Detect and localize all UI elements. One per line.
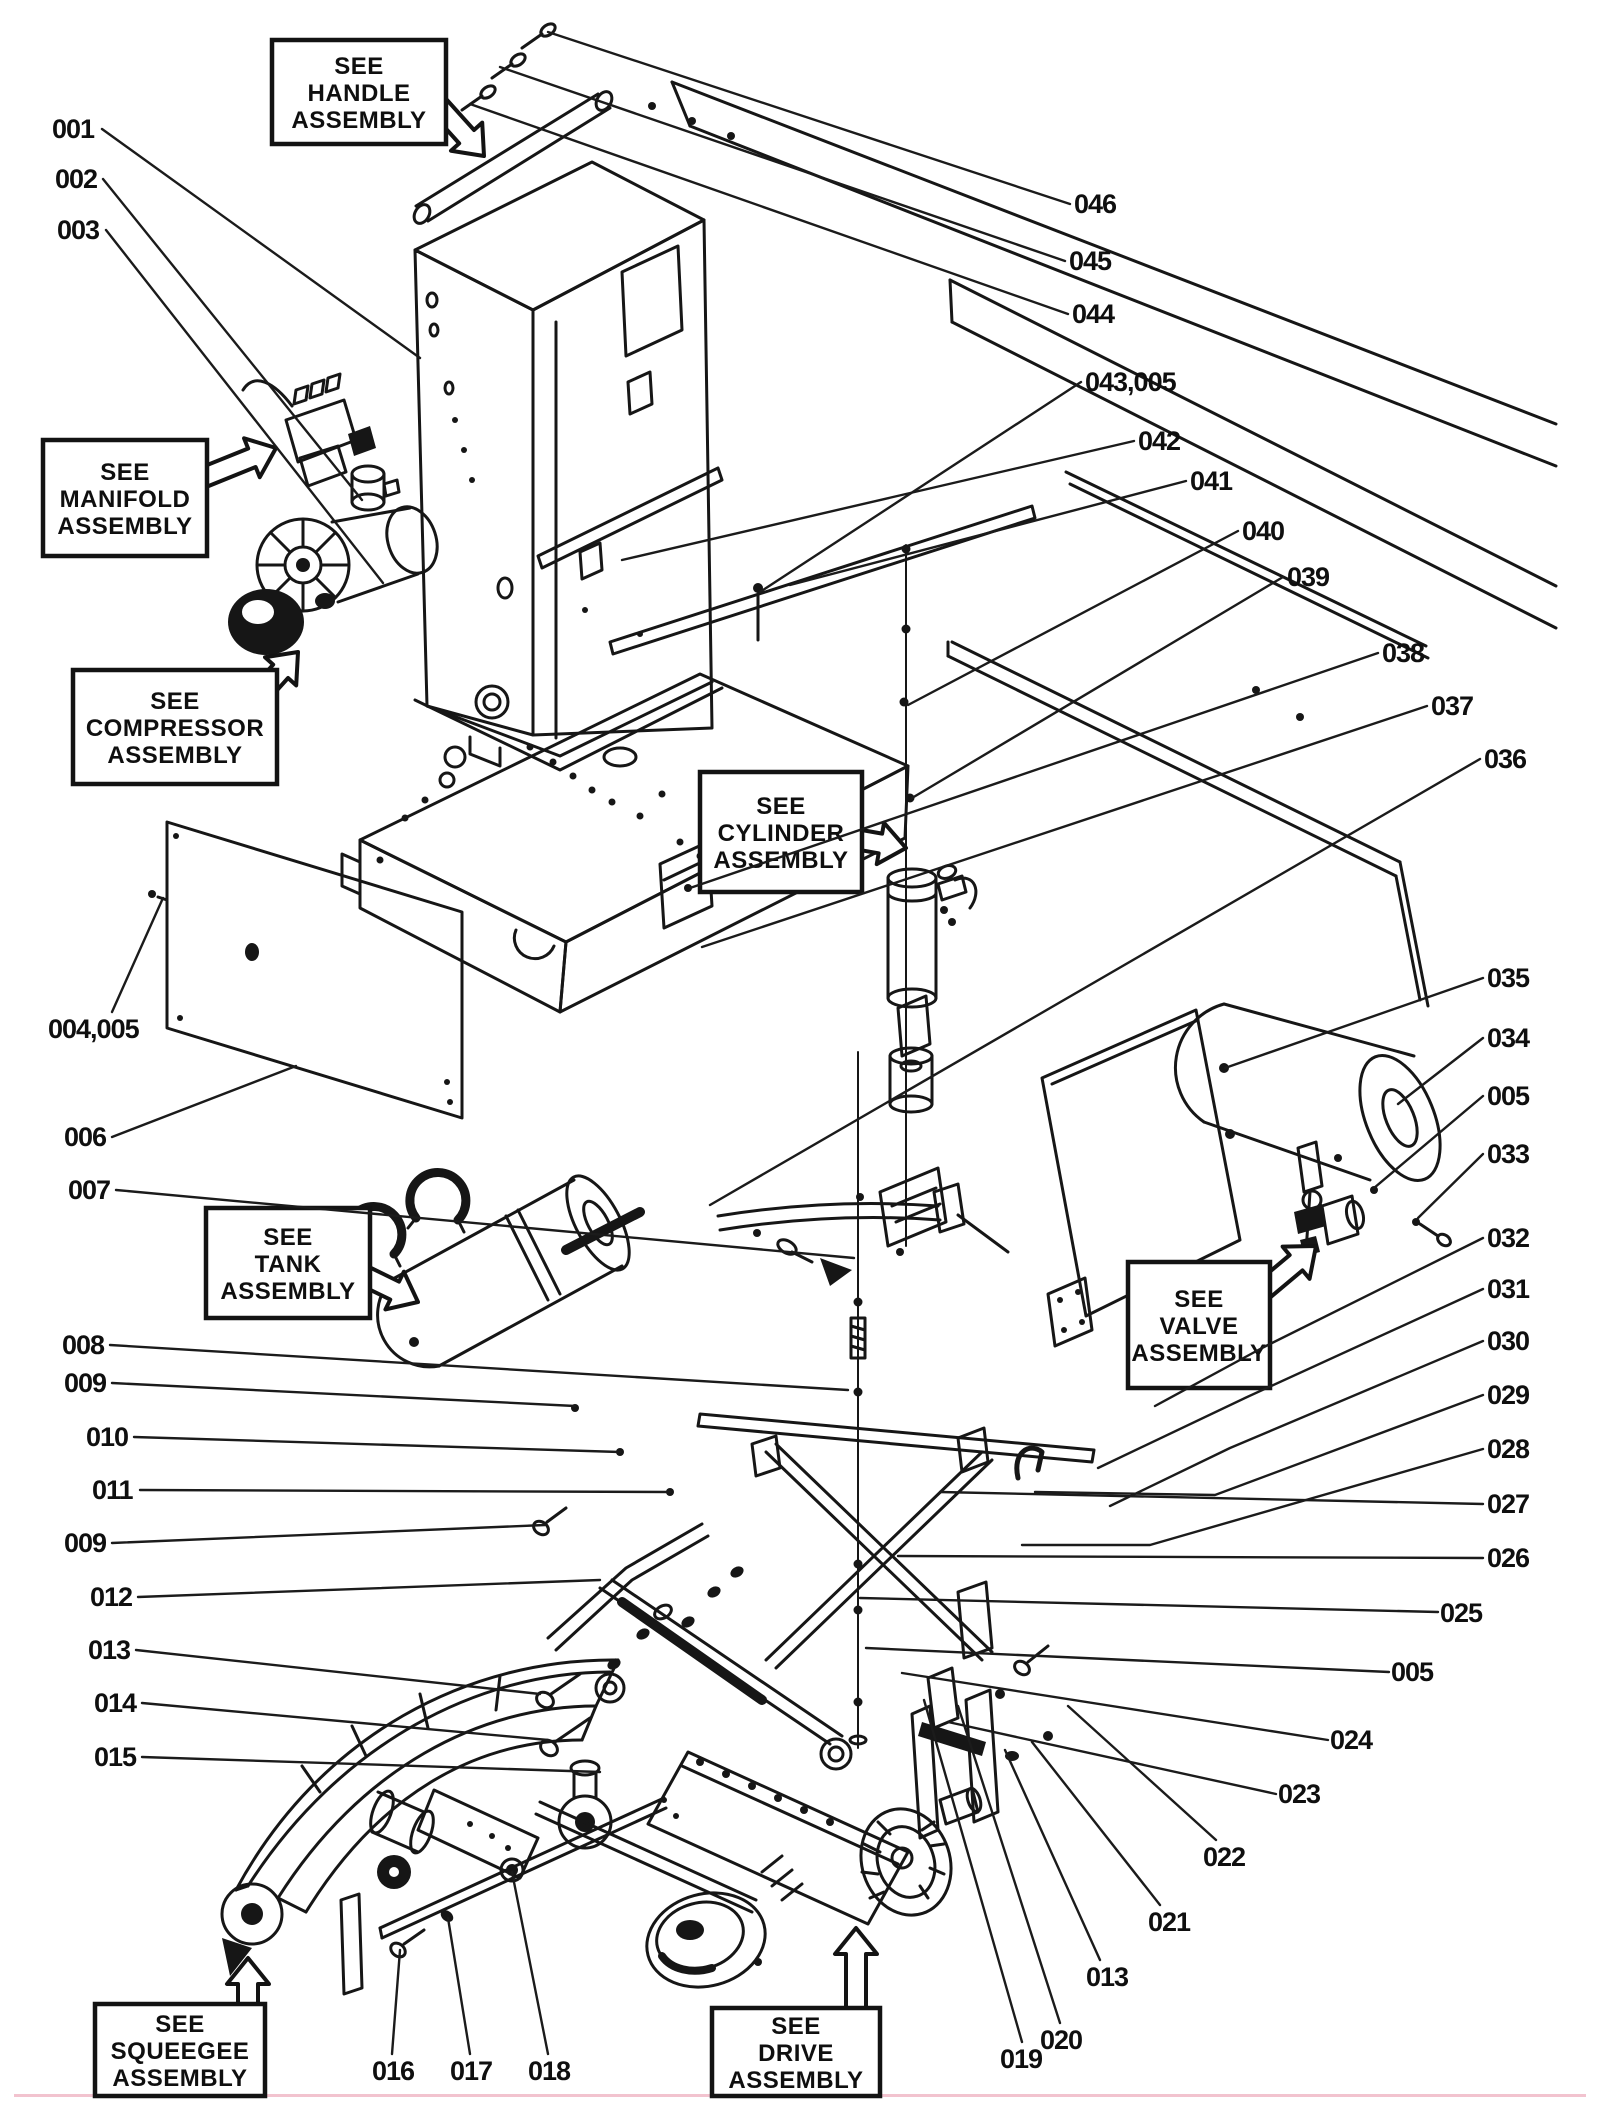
callout-leader-008-6 [110, 1345, 848, 1390]
callout-label-025-26: 025 [1440, 1598, 1483, 1628]
callout-label-037-39: 037 [1431, 691, 1474, 721]
callout-label-017-16: 017 [450, 2056, 493, 2086]
callout-label-016-15: 016 [372, 2056, 415, 2086]
machine-line-art [14, 21, 1586, 2097]
callout-label-009-10: 009 [64, 1528, 107, 1558]
callout-leader-005-25 [866, 1648, 1389, 1672]
callout-leader-022-22 [1068, 1706, 1216, 1840]
callout-label-007-5: 007 [68, 1175, 111, 1205]
callout-label-008-6: 008 [62, 1330, 105, 1360]
assembly-box-manifold [43, 440, 207, 556]
callout-label-005-35: 005 [1487, 1081, 1530, 1111]
callout-leader-042-44 [622, 441, 1134, 560]
callout-leader-014-13 [142, 1703, 548, 1740]
assembly-box-handle [272, 40, 446, 144]
callout-label-020-19: 020 [1040, 2025, 1083, 2055]
assembly-box-line-squeegee-2: ASSEMBLY [112, 2065, 248, 2092]
callout-label-042-44: 042 [1138, 426, 1181, 456]
assembly-box-line-valve-2: ASSEMBLY [1131, 1340, 1267, 1367]
callout-leader-005-35 [1374, 1096, 1483, 1188]
assembly-box-line-manifold-2: ASSEMBLY [57, 513, 193, 540]
callout-leader-001-0 [102, 129, 420, 358]
callout-label-034-36: 034 [1487, 1023, 1530, 1053]
callout-leader-029-30 [1035, 1395, 1483, 1495]
callout-label-003-2: 003 [57, 215, 100, 245]
assembly-box-line-tank-0: SEE [263, 1224, 313, 1251]
assembly-box-line-compressor-2: ASSEMBLY [107, 742, 243, 769]
callout-label-006-4: 006 [64, 1122, 107, 1152]
callout-label-004,005-3: 004,005 [48, 1014, 139, 1044]
cabinet-frame [415, 162, 722, 770]
callout-label-036-38: 036 [1484, 744, 1527, 774]
callout-leader-035-37 [1225, 978, 1483, 1068]
callout-label-029-30: 029 [1487, 1380, 1530, 1410]
assembly-box-line-handle-2: ASSEMBLY [291, 107, 427, 134]
callout-leader-013-12 [136, 1650, 540, 1694]
callout-leader-009-10 [112, 1525, 545, 1543]
callout-label-030-31: 030 [1487, 1326, 1530, 1356]
assembly-box-line-squeegee-1: SQUEEGEE [110, 2038, 250, 2065]
callout-leader-lines [102, 32, 1483, 2054]
callout-label-043,005-45: 043,005 [1085, 367, 1176, 397]
callout-label-011-9: 011 [92, 1475, 133, 1505]
callout-label-022-22: 022 [1203, 1842, 1246, 1872]
assembly-box-valve [1128, 1262, 1270, 1388]
assembly-box-line-handle-1: HANDLE [307, 80, 411, 107]
callout-leader-021-21 [1032, 1742, 1160, 1905]
assembly-box-cylinder [700, 772, 862, 892]
callout-label-028-29: 028 [1487, 1434, 1530, 1464]
callout-label-024-24: 024 [1330, 1725, 1373, 1755]
callout-leader-043,005-45 [760, 382, 1081, 592]
callout-label-013-20: 013 [1086, 1962, 1129, 1992]
assembly-box-tank [206, 1208, 370, 1318]
assembly-box-line-drive-0: SEE [771, 2013, 821, 2040]
cylinder-assembly-part [880, 545, 976, 1257]
callout-leader-004,005-3 [112, 898, 163, 1012]
callout-label-002-1: 002 [55, 164, 98, 194]
assembly-box-line-tank-1: TANK [254, 1251, 322, 1278]
assembly-box-drive [712, 2008, 880, 2096]
callout-label-045-47: 045 [1069, 246, 1112, 276]
callout-label-005-25: 005 [1391, 1657, 1434, 1687]
callout-label-031-32: 031 [1487, 1274, 1530, 1304]
valve-part [1294, 1142, 1366, 1262]
callout-label-038-40: 038 [1382, 638, 1425, 668]
callout-label-046-48: 046 [1074, 189, 1117, 219]
callout-label-001-0: 001 [52, 114, 95, 144]
assembly-box-line-drive-1: DRIVE [758, 2040, 834, 2067]
callout-leader-009-7 [112, 1383, 575, 1406]
callout-leader-039-41 [912, 577, 1283, 798]
assembly-box-line-tank-2: ASSEMBLY [220, 1278, 356, 1305]
callout-leader-018-17 [512, 1872, 548, 2054]
assembly-box-line-compressor-0: SEE [150, 688, 200, 715]
callout-leader-017-16 [448, 1918, 470, 2054]
assembly-box-compressor [73, 670, 277, 784]
callout-label-035-37: 035 [1487, 963, 1530, 993]
callout-leader-012-11 [138, 1580, 600, 1597]
callout-leader-033-34 [1418, 1154, 1483, 1218]
callout-label-026-27: 026 [1487, 1543, 1530, 1573]
callout-label-032-33: 032 [1487, 1223, 1530, 1253]
squeegee-assembly-art [222, 1660, 756, 1994]
assembly-box-line-compressor-1: COMPRESSOR [85, 715, 265, 742]
assembly-box-line-valve-1: VALVE [1159, 1313, 1239, 1340]
assembly-box-line-valve-0: SEE [1174, 1286, 1224, 1313]
callout-label-021-21: 021 [1148, 1907, 1191, 1937]
callout-label-015-14: 015 [94, 1742, 137, 1772]
solution-tank [344, 1167, 642, 1367]
callout-label-033-34: 033 [1487, 1139, 1530, 1169]
callout-leader-011-9 [140, 1490, 670, 1492]
assembly-box-line-cylinder-0: SEE [756, 793, 806, 820]
assembly-box-line-squeegee-0: SEE [155, 2011, 205, 2038]
assembly-box-squeegee [95, 2004, 265, 2096]
callout-leader-010-8 [134, 1437, 620, 1452]
callout-label-019-18: 019 [1000, 2044, 1043, 2074]
assembly-box-line-drive-2: ASSEMBLY [728, 2067, 864, 2094]
base-trim-strips [538, 468, 1035, 654]
assembly-box-line-handle-0: SEE [334, 53, 384, 80]
assembly-box-line-cylinder-1: CYLINDER [717, 820, 845, 847]
callout-label-027-28: 027 [1487, 1489, 1530, 1519]
callout-leader-026-27 [898, 1556, 1483, 1558]
callout-leader-016-15 [392, 1950, 400, 2054]
callout-label-010-8: 010 [86, 1422, 129, 1452]
callout-label-009-7: 009 [64, 1368, 107, 1398]
callout-leader-040-42 [908, 531, 1238, 705]
callout-labels [48, 114, 1530, 2086]
callout-leader-044-46 [470, 104, 1068, 314]
callout-label-044-46: 044 [1072, 299, 1115, 329]
callout-label-041-43: 041 [1190, 466, 1233, 496]
callout-label-040-42: 040 [1242, 516, 1285, 546]
assembly-box-line-manifold-1: MANIFOLD [59, 486, 191, 513]
callout-leader-013-20 [1005, 1750, 1100, 1960]
callout-leader-015-14 [142, 1757, 600, 1772]
assembly-box-line-cylinder-2: ASSEMBLY [713, 847, 849, 874]
assembly-arrow-drive [835, 1928, 877, 2008]
callout-leader-006-4 [112, 1066, 296, 1137]
callout-label-012-11: 012 [90, 1582, 133, 1612]
callout-label-039-41: 039 [1287, 562, 1330, 592]
callout-label-013-12: 013 [88, 1635, 131, 1665]
callout-label-014-13: 014 [94, 1688, 137, 1718]
callout-label-023-23: 023 [1278, 1779, 1321, 1809]
assembly-box-line-manifold-0: SEE [100, 459, 150, 486]
small-cylinder-part [352, 466, 399, 510]
callout-label-018-17: 018 [528, 2056, 571, 2086]
